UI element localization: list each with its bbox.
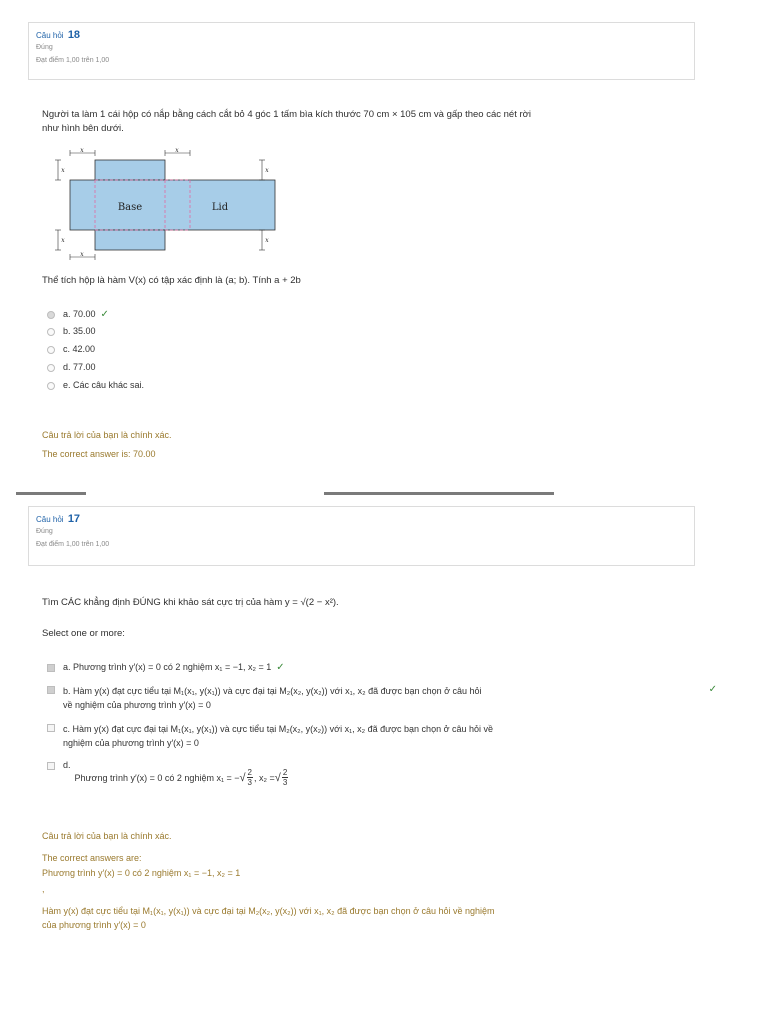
fraction-denominator: 3 bbox=[247, 778, 252, 787]
radio-unselected[interactable] bbox=[47, 328, 55, 336]
check-icon: ✓ bbox=[100, 309, 109, 320]
option-c[interactable] bbox=[47, 722, 717, 750]
option-label bbox=[63, 684, 704, 712]
lid-label: Lid bbox=[211, 202, 229, 213]
dim-x-label: x bbox=[61, 237, 65, 244]
option-label-line: về nghiệm của phương trình y′(x) = 0 bbox=[63, 700, 211, 710]
option-label-text: Phương trình y′(x) = 0 có 2 nghiệm x₁ = − bbox=[74, 772, 240, 783]
question-instruction: Select one or more: bbox=[42, 628, 125, 639]
option-label: a. Phương trình y′(x) = 0 có 2 nghiệm x₁ = −1, x₂ = 1 bbox=[63, 662, 272, 672]
question-text-line: Người ta làm 1 cái hộp có nắp bằng cách cắt bỏ 4 góc 1 tấm bìa kích thước 70 cm × 105 cm và gấp theo các nét rời bbox=[42, 109, 531, 120]
check-icon: ✓ bbox=[708, 684, 717, 695]
correct-answer-line: Hàm y(x) đạt cực tiểu tại M₁(x₁, y(x₁)) và cực đại tại M₂(x₂, y(x₂)) với x₁, x₂ đã được bạn chọn ở câu hỏi về nghiệm bbox=[42, 906, 495, 916]
question-grade: Đạt điểm 1,00 trên 1,00 bbox=[36, 57, 110, 64]
question-18-info bbox=[28, 22, 695, 80]
question-number-value: 18 bbox=[67, 29, 81, 41]
question-state: Đúng bbox=[36, 528, 53, 535]
answer-separator: , bbox=[42, 884, 45, 894]
question-number bbox=[36, 513, 694, 525]
question-text-line: như hình bên dưới. bbox=[42, 123, 124, 134]
correct-answer-line: của phương trình y′(x) = 0 bbox=[42, 920, 146, 930]
question-label: Câu hỏi bbox=[36, 31, 64, 40]
option-label bbox=[63, 722, 717, 750]
question-grade: Đạt điểm 1,00 trên 1,00 bbox=[36, 541, 110, 548]
option-d[interactable] bbox=[47, 362, 96, 372]
option-formula: Phương trình y′(x) = 0 có 2 nghiệm x₁ = − √ $\frac{2}{3}$ , x₂ = √ $\frac{2}{3}$ bbox=[74, 768, 288, 787]
correct-answers-title: The correct answers are: bbox=[42, 853, 142, 863]
feedback-message: Câu trả lời của bạn là chính xác. bbox=[42, 430, 172, 440]
option-label: e. Các câu khác sai. bbox=[63, 380, 145, 390]
checkbox-unchecked[interactable] bbox=[47, 724, 55, 732]
option-a[interactable] bbox=[47, 662, 285, 673]
dim-x-label: x bbox=[61, 167, 65, 174]
option-b[interactable] bbox=[47, 326, 96, 336]
check-icon: ✓ bbox=[276, 662, 285, 673]
base-label: Base bbox=[117, 202, 143, 213]
correct-answer-1: Phương trình y′(x) = 0 có 2 nghiệm x₁ = −1, x₂ = 1 bbox=[42, 868, 241, 878]
question-number-value: 17 bbox=[67, 513, 81, 525]
fraction bbox=[282, 768, 288, 787]
correct-answer-2 bbox=[42, 904, 722, 932]
radio-unselected[interactable] bbox=[47, 382, 55, 390]
question-state: Đúng bbox=[36, 44, 53, 51]
option-label: a. 70.00 bbox=[63, 309, 96, 319]
feedback-message: Câu trả lời của bạn là chính xác. bbox=[42, 831, 172, 841]
fraction-numerator: 2 bbox=[282, 768, 288, 777]
dim-x-label: x bbox=[265, 237, 269, 244]
flap-bottom bbox=[95, 230, 165, 250]
dim-x-label: x bbox=[265, 167, 269, 174]
question-text bbox=[42, 108, 682, 136]
option-label: b. 35.00 bbox=[63, 326, 96, 336]
fraction-denominator: 3 bbox=[282, 778, 288, 787]
radio-unselected[interactable] bbox=[47, 364, 55, 372]
option-label: d. 77.00 bbox=[63, 362, 96, 372]
correct-answer: The correct answer is: 70.00 bbox=[42, 449, 156, 459]
checkbox-checked[interactable] bbox=[47, 686, 55, 694]
option-label-line: nghiệm của phương trình y′(x) = 0 bbox=[63, 738, 199, 748]
option-label: d. bbox=[63, 760, 71, 770]
option-e[interactable] bbox=[47, 380, 144, 390]
checkbox-checked[interactable] bbox=[47, 664, 55, 672]
body-strip bbox=[70, 180, 275, 230]
radio-unselected[interactable] bbox=[47, 346, 55, 354]
dim-x-label: x bbox=[175, 147, 179, 154]
fraction bbox=[247, 768, 253, 787]
option-d[interactable] bbox=[47, 760, 547, 787]
option-b[interactable] bbox=[47, 684, 717, 712]
dim-x-label: x bbox=[80, 147, 84, 154]
option-label-text: , x₂ = bbox=[254, 772, 275, 783]
option-a[interactable] bbox=[47, 309, 109, 320]
question-prompt: Thể tích hộp là hàm V(x) có tập xác định là (a; b). Tính a + 2b bbox=[42, 275, 301, 286]
box-net-diagram bbox=[50, 145, 280, 265]
option-label-line: b. Hàm y(x) đạt cực tiểu tại M₁(x₁, y(x₁)) và cực đại tại M₂(x₂, y(x₂)) với x₁, x₂ đã được bạn chọn ở câu hỏi bbox=[63, 686, 482, 696]
flap-top bbox=[95, 160, 165, 180]
option-label: c. 42.00 bbox=[63, 344, 96, 354]
dim-x-label: x bbox=[80, 251, 84, 258]
option-label-line: c. Hàm y(x) đạt cực đại tại M₁(x₁, y(x₁)) và cực tiểu tại M₂(x₂, y(x₂)) với x₁, x₂ đã được bạn chọn ở câu hỏi về bbox=[63, 724, 494, 734]
fraction-numerator: 2 bbox=[247, 768, 252, 777]
checkbox-unchecked[interactable] bbox=[47, 762, 55, 770]
question-label: Câu hỏi bbox=[36, 515, 64, 524]
question-number bbox=[36, 29, 694, 41]
option-c[interactable] bbox=[47, 344, 95, 354]
page-break-header bbox=[16, 491, 556, 497]
radio-selected[interactable] bbox=[47, 311, 55, 319]
question-17-info bbox=[28, 506, 695, 566]
question-text: Tìm CÁC khẳng định ĐÚNG khi khảo sát cực trị của hàm y = √(2 − x²). bbox=[42, 597, 339, 608]
